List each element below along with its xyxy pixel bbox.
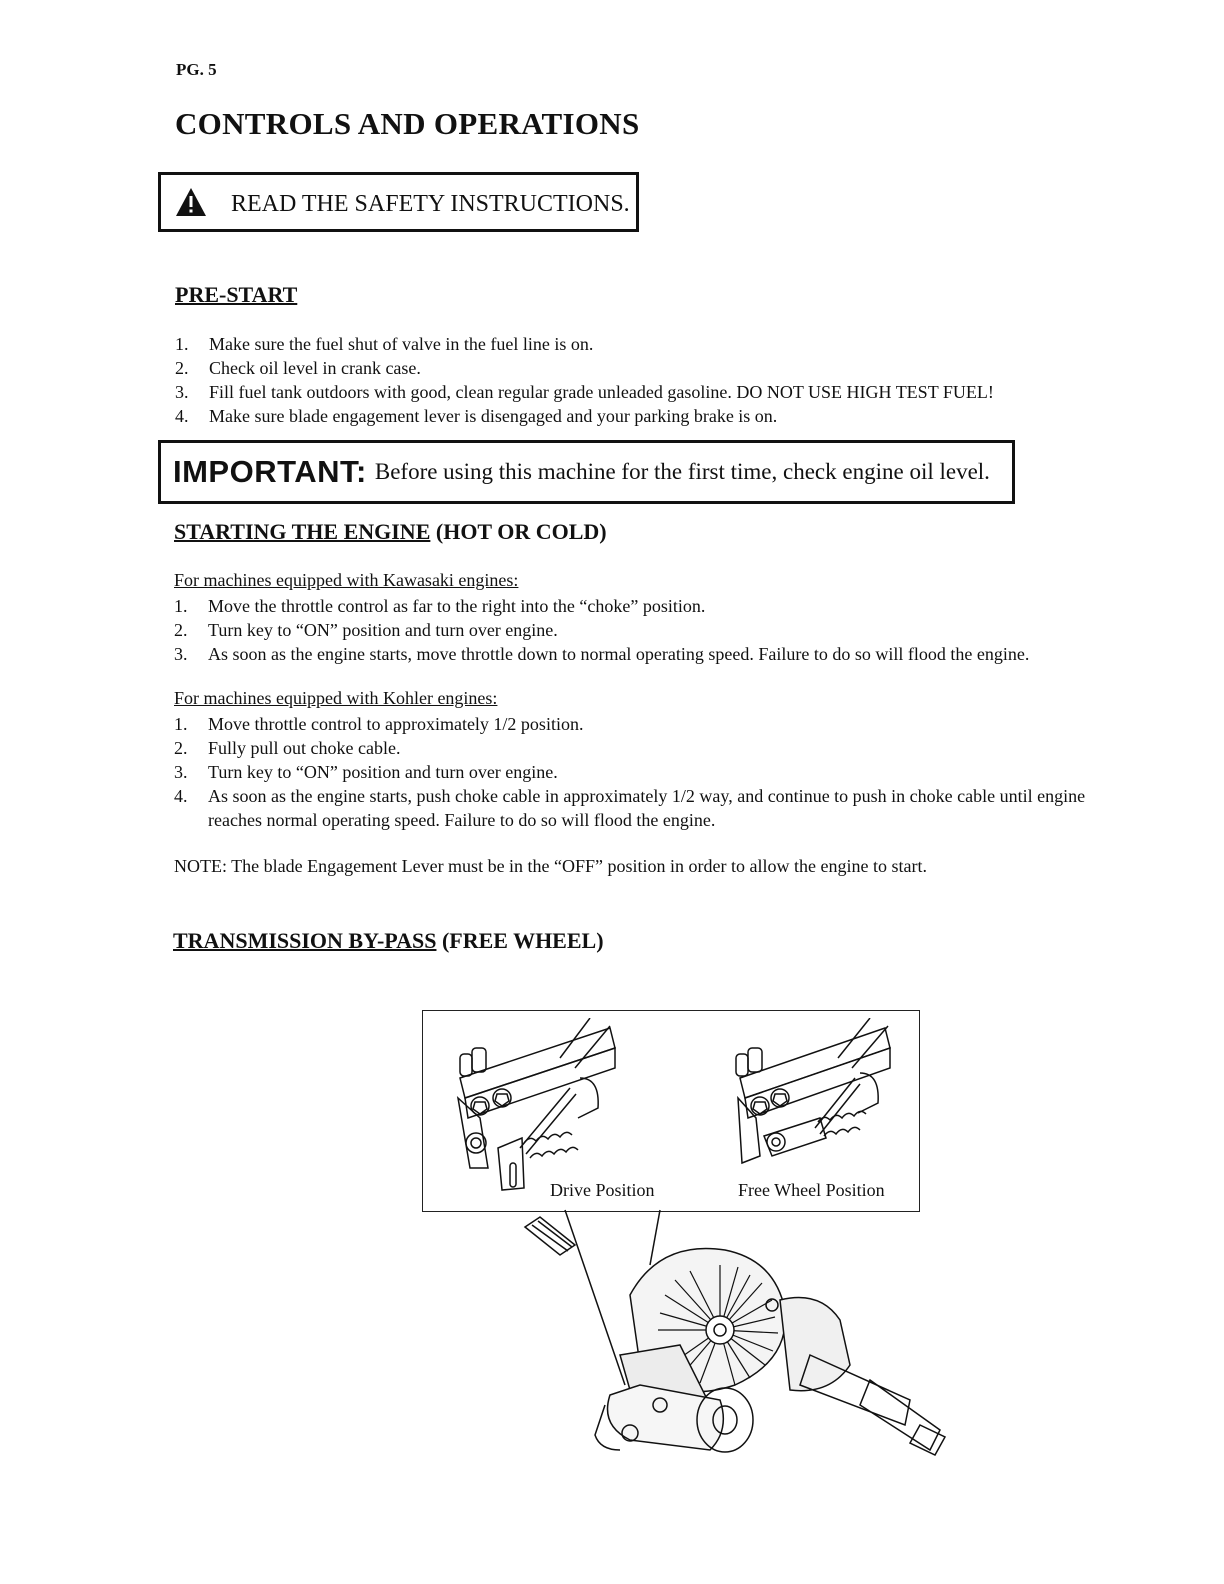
- safety-notice-box: [158, 172, 639, 232]
- list-item: 2. Turn key to “ON” position and turn over engine.: [174, 620, 558, 640]
- page-title: CONTROLS AND OPERATIONS: [175, 106, 640, 141]
- kohler-list: [174, 712, 1139, 832]
- page-number: PG. 5: [176, 60, 217, 79]
- warning-triangle-icon: [175, 187, 207, 217]
- drive-position-caption: Drive Position: [550, 1180, 655, 1200]
- kohler-subheading: For machines equipped with Kohler engines:: [174, 688, 498, 708]
- starting-heading: STARTING THE ENGINE (HOT OR COLD): [174, 519, 607, 544]
- kawasaki-subheading: For machines equipped with Kawasaki engines:: [174, 570, 519, 590]
- transmission-heading: TRANSMISSION BY-PASS (FREE WHEEL): [173, 928, 604, 953]
- transmission-unit-illustration: [510, 1205, 960, 1475]
- safety-notice-text: READ THE SAFETY INSTRUCTIONS.: [231, 191, 630, 217]
- list-item: 4. As soon as the engine starts, push choke cable in approximately 1/2 way, and continue to push in choke cable until engine reaches normal operating speed. Failure to do so will flood the engine.: [174, 786, 1086, 830]
- list-item: 3. Turn key to “ON” position and turn over engine.: [174, 762, 558, 782]
- list-item: 4. Make sure blade engagement lever is disengaged and your parking brake is on.: [175, 406, 778, 426]
- drive-position-illustration: [440, 1018, 640, 1198]
- list-item: 1. Make sure the fuel shut of valve in the fuel line is on.: [175, 334, 594, 354]
- list-item: 2. Check oil level in crank case.: [175, 358, 421, 378]
- important-notice-box: [158, 440, 1015, 504]
- kawasaki-list: [174, 594, 1029, 666]
- list-item: 1. Move throttle control to approximately 1/2 position.: [174, 714, 584, 734]
- free-wheel-position-illustration: [720, 1018, 910, 1178]
- list-item: 3. As soon as the engine starts, move throttle down to normal operating speed. Failure to do so will flood the engine.: [174, 644, 1030, 664]
- important-text: Before using this machine for the first time, check engine oil level.: [374, 459, 990, 484]
- list-item: 1. Move the throttle control as far to the right into the “choke” position.: [174, 596, 706, 616]
- prestart-list: [175, 332, 994, 428]
- list-item: 2. Fully pull out choke cable.: [174, 738, 401, 758]
- free-wheel-position-caption: Free Wheel Position: [738, 1180, 885, 1200]
- prestart-heading: PRE-START: [175, 282, 298, 307]
- engine-start-note: NOTE: The blade Engagement Lever must be in the “OFF” position in order to allow the engine to start.: [174, 856, 927, 876]
- important-label: IMPORTANT:: [173, 454, 367, 489]
- list-item: 3. Fill fuel tank outdoors with good, clean regular grade unleaded gasoline. DO NOT USE HIGH TEST FUEL!: [175, 382, 994, 402]
